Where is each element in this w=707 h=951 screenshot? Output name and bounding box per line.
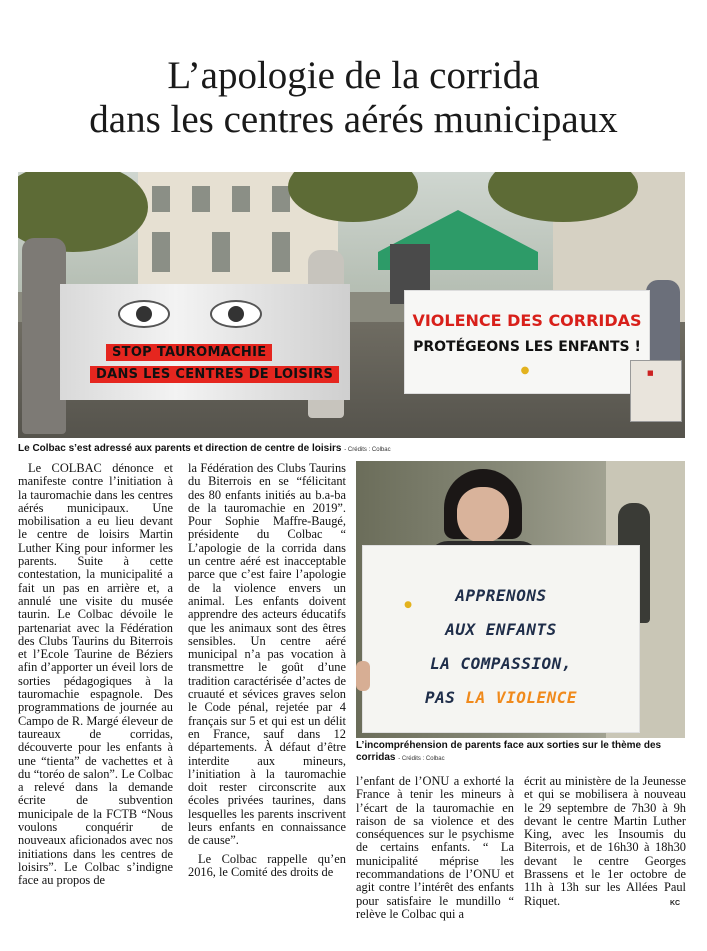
- article-column-3: [356, 775, 514, 921]
- sign-line-4: [363, 688, 639, 707]
- sign-line-4-part-b: LA VIOLENCE: [465, 688, 577, 707]
- caption-photo-1-text: Le Colbac s’est adressé aux parents et direction de centre de loisirs: [18, 443, 342, 454]
- photo-protest-banners: [18, 172, 685, 438]
- banner-violence-corridas: [404, 290, 650, 394]
- colbac-logo-icon: ●: [520, 365, 530, 376]
- article-paragraph: l’enfant de l’ONU a exhorté la France à tenir les mineurs à l’écart de la tauromachie en raison de sa violence et des conséquences sur le psychisme de certains enfants. “ La municipalité méprise les recommandations de l’ONU et agit contre l’intérêt des enfants pour satisfaire le mundillo “ relève le Colbac qui a: [356, 774, 514, 921]
- sign-line-4-part-a: PAS: [425, 688, 466, 707]
- sign-apprenons: [362, 545, 640, 733]
- photo-sign-right: ■: [630, 360, 682, 422]
- banner-left-line-2: DANS LES CENTRES DE LOISIRS: [90, 366, 339, 383]
- author-signature: KC: [670, 900, 681, 907]
- caption-photo-1: [18, 443, 698, 454]
- banner-stop-tauromachie: [60, 284, 350, 400]
- article-paragraph: Le COLBAC dénonce et manifeste contre l’initiation à la tauromachie dans les centres aérés municipaux. Une mobilisation a eu lieu devant le centre de loisirs Martin Luther King pour informer les parents. Suite à cette contestation, la municipalité a fait un pas en arrière et, a annulé une visite du musée taurin. Le Colbac dévoile le partenariat avec la Fédération des Clubs Taurins du Biterrois et l’Ecole Taurine de Béziers afin d’apporter un éveil lors de sorties pédagogiques à la tauromachie espagnole. Des programmations de journée au Campo de R. Margé éleveur de taureaux de corridas, découverte pour les enfants à une “tienta” de vachettes et à du “toréo de salon”. Le Colbac a relevé dans la demande écrite de subvention municipale de la FCTB “Nous voulons conquérir de nouveaux aficionados avec nos initiations dans les centres de loisirs”. Le Colbac s’indigne face au propos de: [18, 461, 173, 888]
- article-column-2: [188, 462, 346, 879]
- banner-right-line-1: VIOLENCE DES CORRIDAS: [412, 311, 642, 330]
- banner-eyes-illustration: [100, 300, 270, 330]
- article-column-4: [524, 775, 686, 908]
- sign-line-2: AUX ENFANTS: [445, 620, 557, 639]
- photo-person: [646, 280, 680, 370]
- article-paragraph: la Fédération des Clubs Taurins du Biterrois en se “félicitant des 80 enfants initiés au b.a-ba de la tauromachie en 2019”. Pour Sophie Maffre-Baugé, présidente du Colbac “ L’apologie de la corrida dans un centre aéré est inacceptable parce que c’est faire l’apologie de la violence envers un animal. Les enfants doivent apprendre des acteurs éducatifs que les animaux sont des êtres sensibles. Un centre aéré municipal n’a pas vocation à transmettre le goût d’une tradition caractérisée d’actes de cruauté et sévices graves selon le Code pénal, rejetée par 4 français sur 5 et qui est un délit en France, sauf dans 12 départements. À défaut d’être interdite aux mineurs, l’initiation à la tauromachie doit rester circonscrite aux écoles privées taurines, dans lesquelles les parents inscrivent leurs enfants en connaissance de cause”.: [188, 461, 346, 848]
- banner-left-line-1: STOP TAUROMACHIE: [106, 344, 272, 361]
- caption-photo-1-credit: - Crédits : Colbac: [344, 447, 391, 453]
- caption-photo-2-credit: - Crédits : Colbac: [398, 756, 445, 762]
- photo-hand: [356, 661, 370, 691]
- caption-photo-2: [356, 740, 692, 765]
- colbac-logo-icon: ●: [404, 600, 412, 610]
- headline-line-2: dans les centres aérés municipaux: [89, 98, 618, 141]
- photo-woman-sign: [356, 461, 685, 738]
- sign-line-1: APPRENONS: [455, 586, 547, 605]
- sign-line-3: LA COMPASSION,: [430, 654, 572, 673]
- photo-woman-face: [457, 487, 509, 543]
- article-column-1: [18, 462, 173, 888]
- article-paragraph: écrit au ministère de la Jeunesse et qui se mobilisera à nouveau le 29 septembre de 7h30 à 9h devant le centre Martin Luther King, avec les Insoumis du Biterrois, et de 16h30 à 18h30 devant le centre Georges Brassens et le 1er octobre de 11h à 13h sur les Allées Paul Riquet.: [524, 774, 686, 908]
- headline-line-1: L’apologie de la corrida: [167, 54, 540, 97]
- headline: [0, 54, 707, 142]
- article-paragraph: Le Colbac rappelle qu’en 2016, le Comité des droits de: [188, 851, 346, 879]
- caption-photo-2-text: L’incompréhension de parents face aux sorties sur le thème des corridas: [356, 740, 662, 763]
- banner-right-line-2: PROTÉGEONS LES ENFANTS !: [413, 339, 641, 355]
